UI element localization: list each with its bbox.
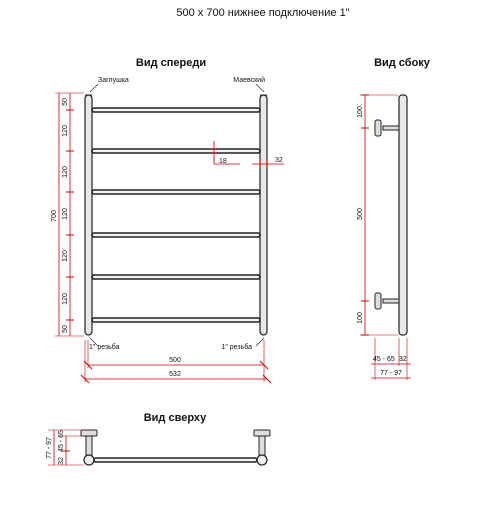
- drawing-title: 500 х 700 нижнее подключение 1": [176, 7, 350, 19]
- towel-bar: [92, 275, 260, 279]
- front-height-dims: [51, 93, 84, 336]
- dim-spacing: 50: [62, 325, 69, 333]
- mayevsky-label: Маевский: [233, 77, 265, 84]
- left-bracket-stem: [86, 436, 92, 456]
- towel-bar: [92, 233, 260, 237]
- front-view: [85, 76, 267, 351]
- right-rail-end: [257, 455, 267, 465]
- top-view: [81, 430, 270, 465]
- dim-side-depth: 77 - 97: [380, 370, 402, 377]
- dim-spacing: 120: [62, 293, 69, 305]
- lower-bracket-flange: [375, 293, 381, 309]
- lower-bracket-arm: [383, 299, 399, 303]
- top-view-dims: [46, 430, 84, 465]
- dim-spacing: 50: [62, 98, 69, 106]
- dim-total-height: 700: [51, 210, 58, 222]
- side-depth-dims: [371, 338, 411, 380]
- plug-leader: [90, 84, 98, 92]
- towel-bar: [92, 190, 260, 194]
- diameter-dims: [211, 141, 284, 168]
- plug-label: Заглушка: [98, 77, 129, 84]
- dim-top-offset-range: 45 - 65: [58, 430, 65, 452]
- upper-bracket-flange: [375, 120, 381, 136]
- side-view-title: Вид сбоку: [374, 57, 430, 69]
- dim-side-bottom: 100: [357, 312, 364, 324]
- dim-overall-width: 532: [169, 371, 181, 378]
- top-view-title: Вид сверху: [143, 412, 207, 424]
- thread-right-leader: [256, 338, 264, 346]
- upper-bracket-arm: [383, 126, 399, 130]
- dim-spacing: 120: [62, 250, 69, 262]
- front-view-title: Вид спереди: [135, 57, 207, 69]
- dim-top-depth: 77 - 97: [46, 437, 53, 459]
- left-rail-end: [84, 455, 94, 465]
- thread-right-label: 1" резьба: [221, 344, 252, 351]
- towel-bar: [92, 149, 260, 153]
- dim-side-middle: 500: [357, 208, 364, 220]
- left-rail: [85, 95, 92, 335]
- right-wall-flange: [254, 430, 270, 436]
- dim-side-offset-b: 32: [399, 356, 407, 363]
- mayevsky-leader: [256, 84, 264, 92]
- right-bracket-stem: [259, 436, 265, 456]
- side-rail: [399, 95, 407, 335]
- dim-center-width: 500: [169, 357, 181, 364]
- side-view: [375, 95, 407, 335]
- dim-side-top: 100: [357, 106, 364, 118]
- dim-spacing: 120: [62, 166, 69, 178]
- top-view-bar: [94, 458, 257, 462]
- dim-top-offset: 32: [58, 457, 65, 465]
- left-wall-flange: [81, 430, 97, 436]
- right-rail: [260, 95, 267, 335]
- dim-spacing: 120: [62, 208, 69, 220]
- towel-bar: [92, 318, 260, 322]
- towel-bar: [92, 108, 260, 112]
- dim-spacing: 120: [62, 125, 69, 137]
- dim-rail-diameter: 32: [275, 157, 283, 164]
- dim-side-offset-a: 45 - 65: [373, 356, 395, 363]
- dim-bar-diameter: 18: [219, 158, 227, 165]
- thread-left-label: 1" резьба: [89, 344, 120, 351]
